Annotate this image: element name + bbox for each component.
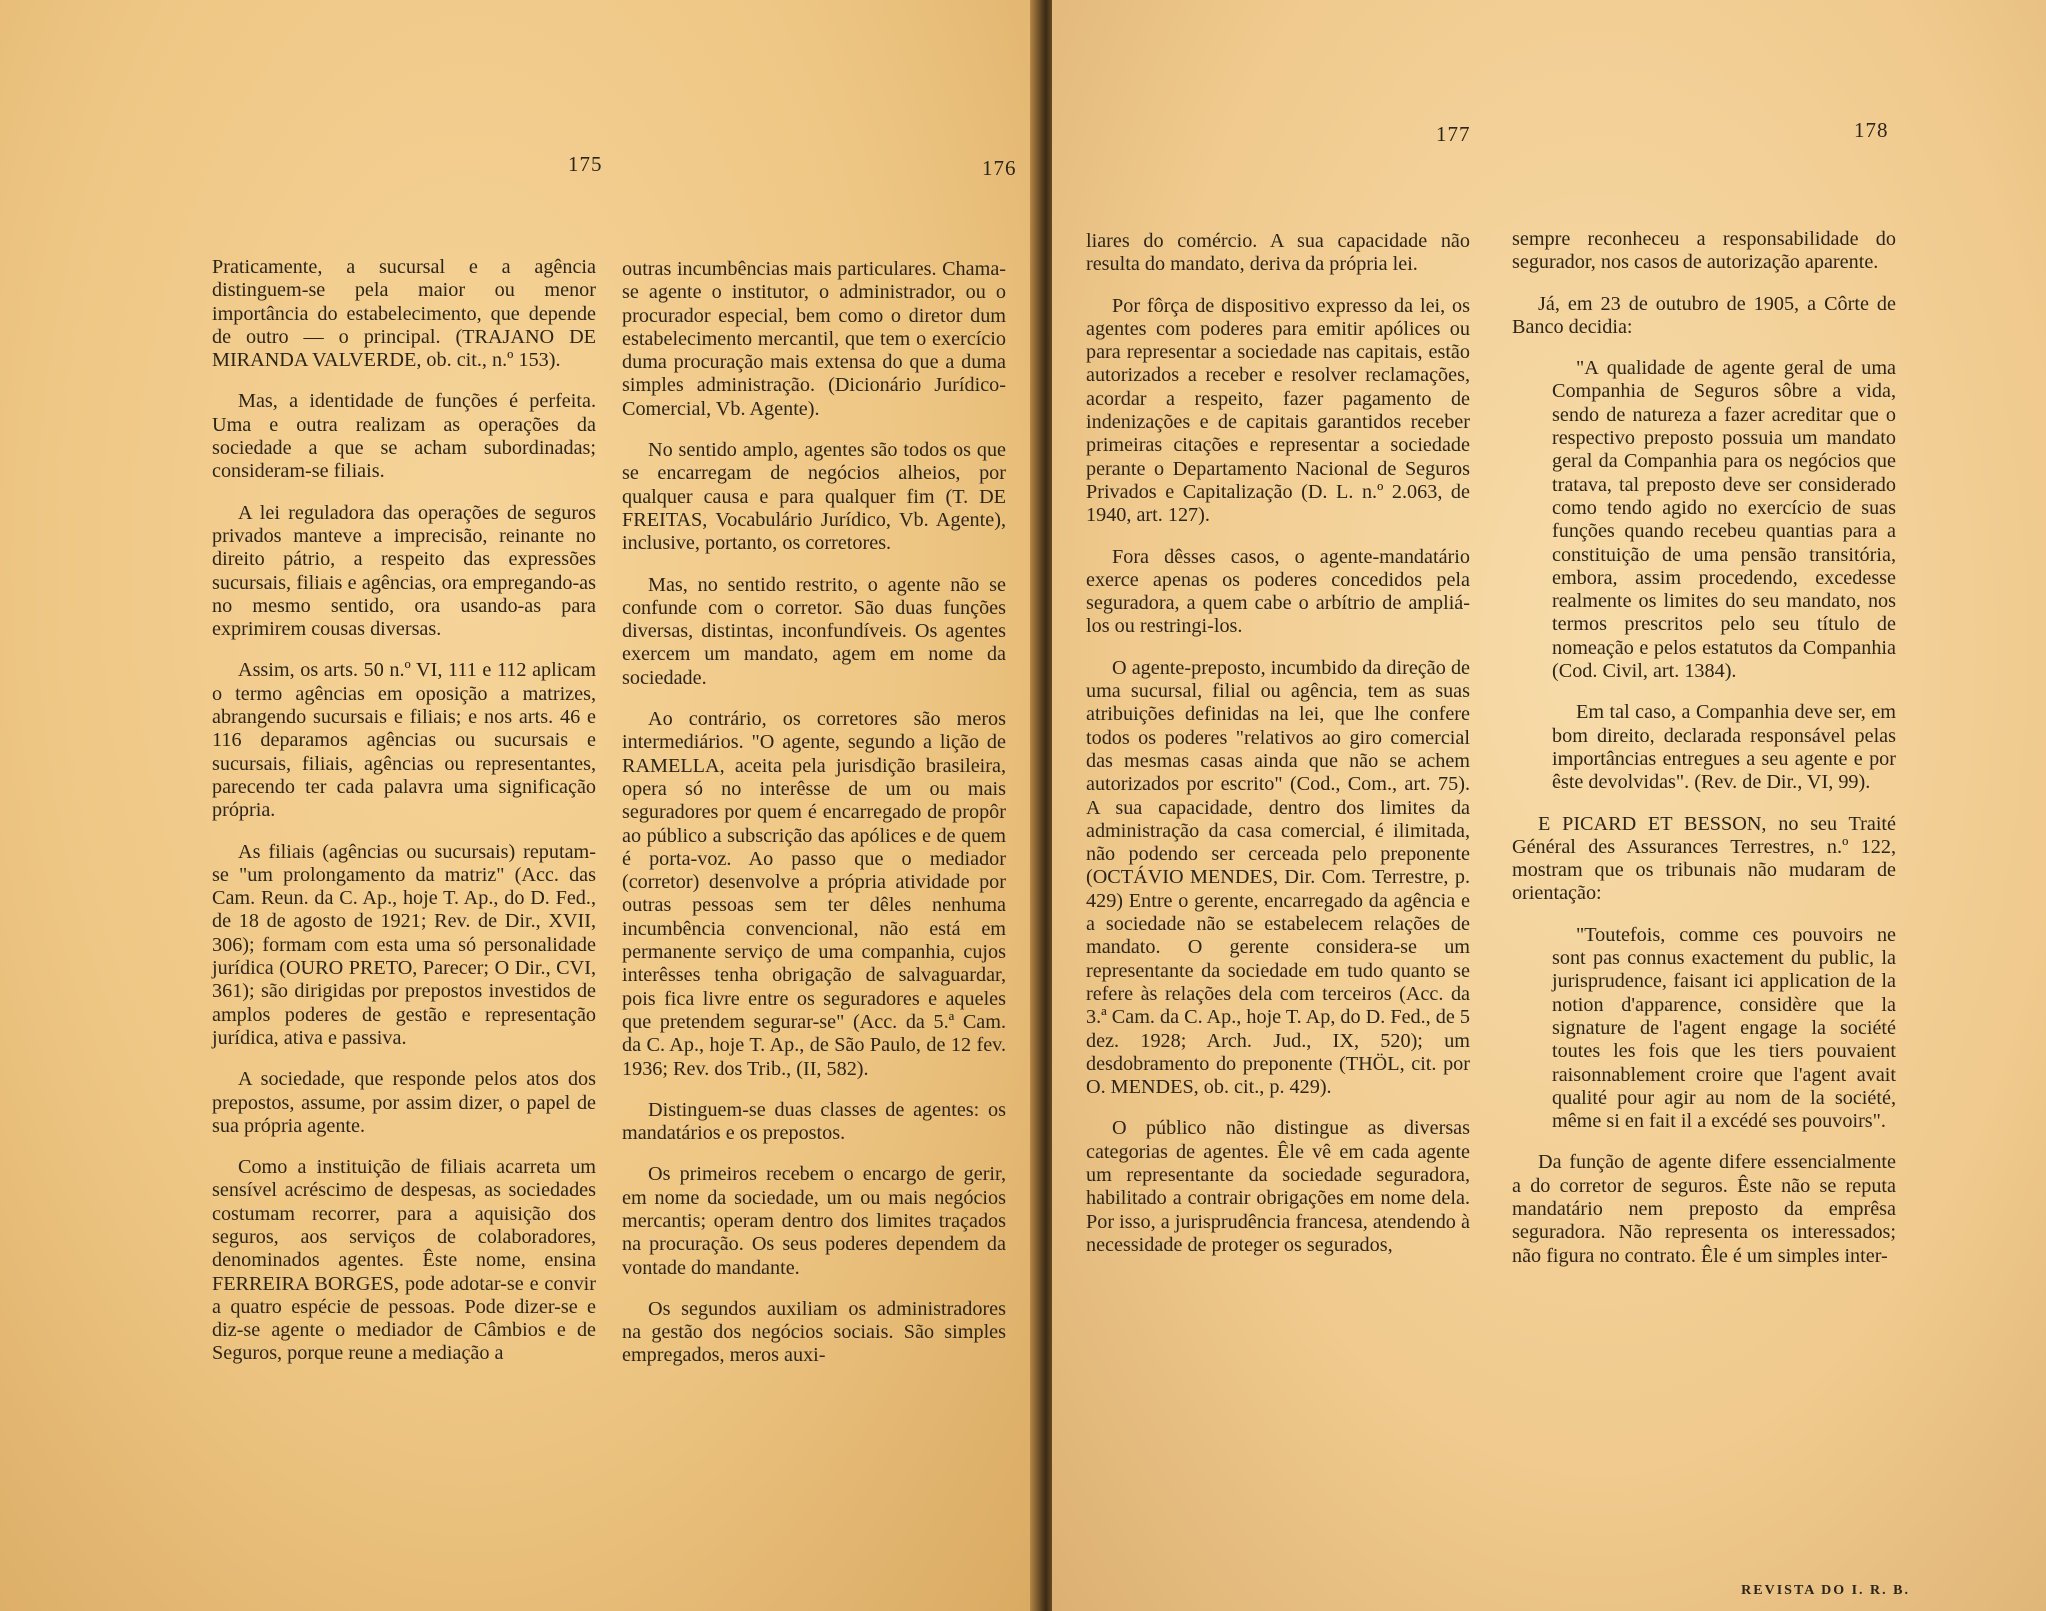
quote-paragraph: "A qualidade de agente geral de uma Companhia de Seguros sôbre a vida, sendo de natureza a fazer acreditar que o respectivo preposto possuia um mandato geral da Companhia para os negócios que tratava, tal preposto deve ser considerado como tendo agido no exercício de suas funções quando recebeu quantias para a constituição de uma pensão transitória, embora, assim procedendo, excedesse realmente os limites do seu mandato, nos termos prescritos pelo seu título de nomeação e pelos estatutos da Companhia (Cod. Civil, art. 1384). (1552, 357, 1896, 683)
paragraph: Os primeiros recebem o encargo de gerir, em nome da sociedade, um ou mais negócios mercantis; operam dentro dos limites traçados na procuração. Os seus poderes dependem da vontade do mandante. (622, 1163, 1006, 1279)
paragraph: liares do comércio. A sua capacidade não resulta do mandato, deriva da própria lei. (1086, 230, 1470, 276)
paragraph: No sentido amplo, agentes são todos os que se encarregam de negócios alheios, por qualquer causa e para qualquer fim (T. DE FREITAS, Vocabulário Jurídico, Vb. Agente), inclusive, portanto, os corretores. (622, 439, 1006, 555)
paragraph: Por fôrça de dispositivo expresso da lei, os agentes com poderes para emitir apólices ou para representar a sociedade nas capitais, estão autorizados a receber e resolver reclamações, acordar a respeito, fazer pagamento de indenizações e de capitais garantidos receber primeiras citações e representar a sociedade perante o Departamento Nacional de Seguros Privados e Capitalização (D. L. n.º 2.063, de 1940, art. 127). (1086, 294, 1470, 527)
paragraph: O público não distingue as diversas categorias de agentes. Êle vê em cada agente um representante da sociedade seguradora, habilitado a contrair obrigações em nome dela. Por isso, a jurisprudência francesa, atendendo à necessidade de proteger os segurados, (1086, 1117, 1470, 1256)
right-page (1052, 0, 2046, 1611)
paragraph: Da função de agente difere essencialmente a do corretor de seguros. Êste não se reputa mandatário nem preposto da emprêsa seguradora. Não representa os interessados; não figura no contrato. Êle é um simples inter- (1512, 1151, 1896, 1267)
paragraph: E PICARD ET BESSON, no seu Traité Général des Assurances Terrestres, n.º 122, mostram que os tribunais não mudaram de orientação: (1512, 812, 1896, 905)
paragraph: A lei reguladora das operações de seguros privados manteve a imprecisão, reinante no direito pátrio, a respeito das expressões sucursais, filiais e agências, ora empregando-as no mesmo sentido, ora usando-as para exprimirem cousas diversas. (212, 501, 596, 641)
paragraph: Praticamente, a sucursal e a agência distinguem-se pela maior ou menor importância do estabelecimento, que depende de outro — o principal. (TRAJANO DE MIRANDA VALVERDE, ob. cit., n.º 153). (212, 256, 596, 372)
column-page-176 (622, 258, 1006, 1386)
paragraph: Os segundos auxiliam os administradores na gestão dos negócios sociais. São simples empregados, meros auxi- (622, 1297, 1006, 1367)
paragraph: sempre reconheceu a responsabilidade do segurador, nos casos de autorização aparente. (1512, 228, 1896, 274)
page-number-175: 175 (568, 152, 603, 176)
paragraph: As filiais (agências ou sucursais) reputam-se "um prolongamento da matriz" (Acc. das Cam. Reun. da C. Ap., hoje T. Ap., do D. Fed., de 18 de agosto de 1921; Rev. de Dir., XVII, 306); formam com esta uma só personalidade jurídica (OURO PRETO, Parecer; O Dir., CVI, 361); são dirigidas por prepostos investidos de amplos poderes de gestão e representação jurídica, ativa e passiva. (212, 840, 596, 1049)
paragraph: Já, em 23 de outubro de 1905, a Côrte de Banco decidia: (1512, 292, 1896, 338)
paragraph: Distinguem-se duas classes de agentes: os mandatários e os prepostos. (622, 1098, 1006, 1145)
paragraph: Fora dêsses casos, o agente-mandatário exerce apenas os poderes concedidos pela seguradora, a quem cabe o arbítrio de ampliá-los ou restringi-los. (1086, 545, 1470, 638)
paragraph: Como a instituição de filiais acarreta um sensível acréscimo de despesas, as sociedades costumam recorrer, para a aquisição dos seguros, aos serviços de colaboradores, denominados agentes. Êste nome, ensina FERREIRA BORGES, pode adotar-se e convir a quatro espécie de pessoas. Pode dizer-se e diz-se agente o mediador de Câmbios e de Seguros, porque reune a mediação a (212, 1156, 596, 1365)
journal-footer: REVISTA DO I. R. B. (1741, 1583, 1910, 1598)
quote-paragraph: Em tal caso, a Companhia deve ser, em bom direito, declarada responsável pelas importâncias entregues a seu agente e por êste devolvidas". (Rev. de Dir., VI, 99). (1552, 701, 1896, 794)
paragraph: Ao contrário, os corretores são meros intermediários. "O agente, segundo a lição de RAMELLA, aceita pela jurisdição brasileira, opera só no interêsse de um ou mais seguradores por quem é encarregado de propôr ao público a subscrição das apólices e de quem é porta-voz. Ao passo que o mediador (corretor) desenvolve a própria atividade por outras pessoas sem ter dêles nenhuma incumbência convencional, não está em permanente serviço de uma companhia, cujos interêsses tenha obrigação de salvaguardar, pois fica livre entre os seguradores e aqueles que pretendem segurar-se" (Acc. da 5.ª Cam. da C. Ap., hoje T. Ap., de São Paulo, de 12 fev. 1936; Rev. dos Trib., (II, 582). (622, 708, 1006, 1080)
quote-paragraph: "Toutefois, comme ces pouvoirs ne sont pas connus exactement du public, la jurisprudence, faisant ici application de la notion d'apparence, considère que la signature de l'agent engage la société toutes les fois que les tiers pouvaient raisonnablement croire que l'agent avait qualité pour agir au nom de la société, même si en fait il a excédé ses pouvoirs". (1552, 923, 1896, 1133)
column-page-175 (212, 256, 596, 1384)
column-page-178 (1512, 228, 1896, 1286)
paragraph: outras incumbências mais particulares. Chama-se agente o institutor, o administrador, ou o procurador especial, bem como o diretor dum estabelecimento mercantil, que tem o exercício duma procuração mais extensa do que a duma simples administração. (Dicionário Jurídico-Comercial, Vb. Agente). (622, 258, 1006, 420)
paragraph: Mas, a identidade de funções é perfeita. Uma e outra realizam as operações da sociedade a que se acham subordinadas; consideram-se filiais. (212, 390, 596, 483)
page-number-178: 178 (1854, 118, 1889, 142)
paragraph: A sociedade, que responde pelos atos dos prepostos, assume, por assim dizer, o papel de sua própria agente. (212, 1068, 596, 1137)
paragraph: O agente-preposto, incumbido da direção de uma sucursal, filial ou agência, tem as suas atribuições definidas na lei, que lhe confere todos os poderes "relativos ao giro comercial das mesmas casas ainda que não se achem autorizados por escrito" (Cod., Com., art. 75). A sua capacidade, dentro dos limites da administração da casa comercial, é ilimitada, não podendo ser cerceada pelo preponente (OCTÁVIO MENDES, Dir. Com. Terrestre, p. 429) Entre o gerente, encarregado da agência e a sociedade não se estabelecem relações de mandato. O gerente considera-se um representante da sociedade em tudo quanto se refere às relações dela com terceiros (Acc. da 3.ª Cam. da C. Ap., hoje T. Ap, do D. Fed., de 5 dez. 1928; Arch. Jud., IX, 520); um desdobramento do preponente (THÖL, cit. por O. MENDES, ob. cit., p. 429). (1086, 656, 1470, 1099)
column-page-177 (1086, 230, 1470, 1275)
paragraph: Mas, no sentido restrito, o agente não se confunde com o corretor. São duas funções diversas, distintas, inconfundíveis. Os agentes exercem um mandato, agem em nome da sociedade. (622, 573, 1006, 689)
page-number-177: 177 (1436, 122, 1471, 146)
page-number-176: 176 (982, 156, 1017, 180)
paragraph: Assim, os arts. 50 n.º VI, 111 e 112 aplicam o termo agências em oposição a matrizes, abrangendo sucursais e filiais; e nos arts. 46 e 116 deparamos agências ou sucursais e sucursais, filiais, agências ou representantes, parecendo ter cada palavra uma significação própria. (212, 659, 596, 822)
